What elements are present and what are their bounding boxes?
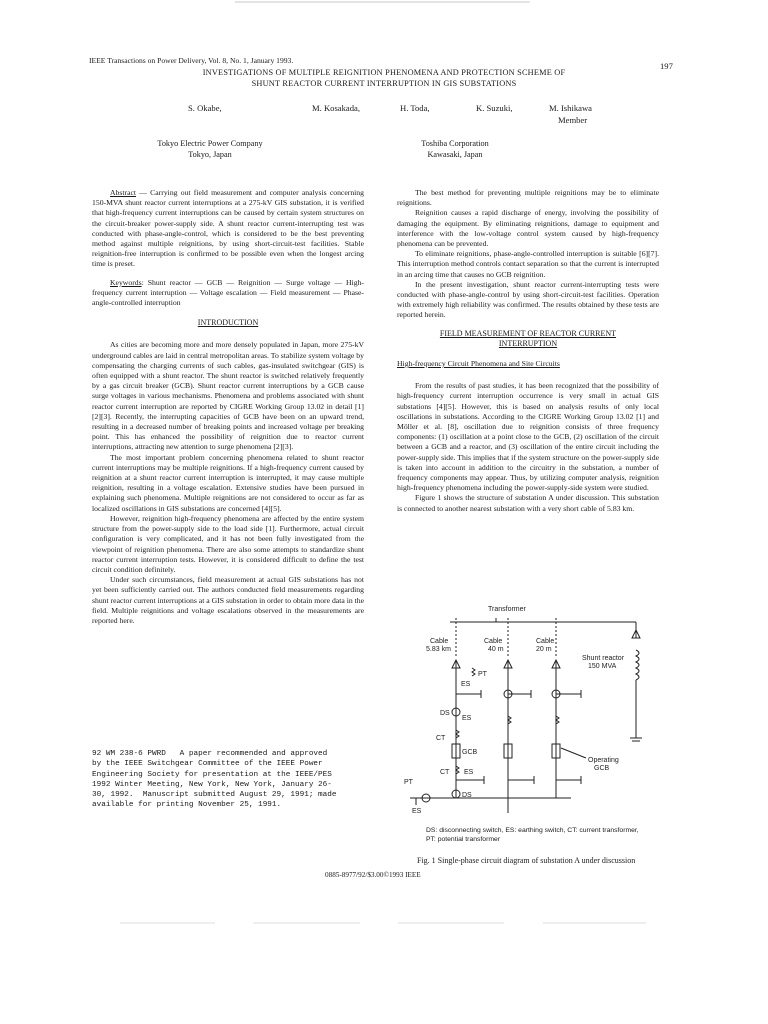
label-gcb: GCB (462, 749, 478, 756)
keywords (92, 278, 364, 309)
circuit-diagram (396, 598, 668, 844)
author-suzuki: K. Suzuki, (476, 103, 513, 113)
footnote: 92 WM 238-6 PWRD A paper recommended and approved by the IEEE Switchgear Committee of the IEEE Power Engineering Society for presentation at the IEEE/PES 1992 Winter Meeting, New York, New York, January 26- 30, 1992. Manuscript submitted August 29, 1991; made available for printing November 25, 1991. (92, 750, 337, 810)
label-cable-2-length: 40 m (488, 646, 504, 653)
bottom-rules (0, 918, 768, 928)
label-cable-3: Cable (536, 638, 555, 645)
top-border (0, 0, 768, 14)
right-paragraph-3: To eliminate reignitions, phase-angle-controlled interruption is suitable [6][7]. This interruption method controls contact separation so that the current is interrupted in an arcing time that causes no GCB reignition. (397, 249, 659, 279)
affiliation-right (380, 138, 530, 160)
right-paragraph-5: From the results of past studies, it has been recognized that the possibility of high-frequency current interruption occurrence is very small in actual GIS substations [4][5]. However, this is based on analysis results of only local oscillations in substations. According to the CIGRE Working Group 13.02 [1] and Möller et al. [8], oscillation due to reignition consists of three frequency components: (1) oscillation at a point close to the GCB, (2) oscillation of the circuit between a GCB and a reactor, and (3) oscillation of the entire circuit including the power-supply side. This implies that if the system structure on the power-supply side is taken into account in addition to the circuitry in the substation, a number of frequency components may appear. Thus, by utilizing computer analysis, reignition high-frequency phenomena including the power-supply-side system were studied. (397, 381, 659, 493)
section-introduction: INTRODUCTION (197, 318, 259, 328)
label-cable-2: Cable (484, 638, 503, 645)
label-ct: CT (436, 735, 446, 742)
label-transformer: Transformer (488, 606, 526, 613)
label-es-lower: ES (464, 769, 474, 776)
label-es-mid: ES (462, 715, 472, 722)
author-toda: H. Toda, (400, 103, 430, 113)
keywords-label: Keywords (110, 277, 142, 287)
journal-header: IEEE Transactions on Power Delivery, Vol. 8, No. 1, January 1993. (89, 56, 294, 65)
label-pt-top: PT (478, 671, 487, 678)
abstract (92, 188, 364, 270)
reactor-coil-icon (636, 650, 639, 680)
title-line-2: SHUNT REACTOR CURRENT INTERRUPTION IN GIS SUBSTATIONS (251, 79, 517, 88)
label-ds: DS (440, 710, 450, 717)
right-paragraph-1: The best method for preventing multiple reignitions may be to eliminate reignitions. (397, 188, 659, 208)
section-field-measurement-line-2: INTERRUPTION (498, 338, 558, 348)
legend-line-2: PT: potential transformer (426, 836, 501, 843)
label-cable-1-length: 5.83 km (426, 646, 451, 653)
copyright-line: 0885-8977/92/$3.00©1993 IEEE (325, 871, 421, 879)
intro-paragraph-1: As cities are becoming more and more densely populated in Japan, more 275-kV underground cables are laid in central metropolitan areas. To stabilize system voltage by compensating the charging currents of such cables, gas-insulated switchgear (GIS) is often equipped with a shunt reactor. The shunt reactor is switched relatively frequently by a gas circuit breaker (GCB). Shunt reactor current interruptions by a GCB cause surge voltages in various mechanisms. Phenomena and problems associated with shunt reactor current interruption are reported by CIGRE Working Group 13.02 in detail [1][2][3]. Recently, the interrupting capacities of GCB have been on an upward trend, resulting in a decreased number of breaking points and increased voltage per breaking point. This has enhanced the possibility of reignition due to reactor current interruptions, attracting new attention to surge phenomena [2][3]. (92, 340, 364, 452)
label-operating: Operating (588, 757, 619, 764)
right-paragraph-6: Figure 1 shows the structure of substation A under discussion. This substation is connected to another nearest substation with a very short cable of 5.83 km. (397, 493, 659, 513)
label-cable-1: Cable (430, 638, 449, 645)
label-ct-lower: CT (440, 769, 450, 776)
page-number: 197 (660, 61, 673, 71)
figure-caption: Fig. 1 Single-phase circuit diagram of substation A under discussion (417, 856, 636, 865)
affiliation-right-city: Kawasaki, Japan (427, 150, 483, 159)
label-shunt-reactor: Shunt reactor (582, 655, 625, 662)
abstract-text: — Carrying out field measurement and computer analysis concerning 150-MVA shunt reactor current interruptions at a 275-kV GIS substation, it is verified that high-frequency current interruptions can be caused by certain system structures on the circuit-breaker power-supply side. A shunt reactor current-interrupting test was conducted with phase-angle-control, which is considered to be the best preventing method against multiple reignitions, by using short-circuit-test facilities. Stable reignition-free interruption is confirmed to be possible even when the longest arcing time is preset. (92, 188, 364, 269)
label-cable-3-length: 20 m (536, 646, 552, 653)
label-es-top: ES (461, 681, 471, 688)
pt-icon (472, 668, 475, 676)
subsection-heading: High-frequency Circuit Phenomena and Site Circuits (397, 359, 560, 369)
right-paragraph-2: Reignition causes a rapid discharge of energy, involving the possibility of damaging the equipment. By eliminating reignitions, damage to equipment and interference with the low-voltage control system caused by high-frequency phenomena can be prevented. (397, 208, 659, 249)
author-role: Member (558, 115, 588, 125)
affiliation-right-org: Toshiba Corporation (421, 139, 489, 148)
right-column-top (397, 188, 659, 514)
intro-paragraph-2: The most important problem concerning phenomena related to shunt reactor current interruptions may be multiple reignitions. If a high-frequency current caused by reignition at a shunt reactor current interruption is interrupted, it may cause multiple reignition, resulting in a voltage escalation. Extensive studies have been pursued in explaining such phenomena. Multiple reignitions are not considered to occur as far as localized oscillations in GIS substations are concerned [4][5]. (92, 452, 364, 513)
legend-line-1: DS: disconnecting switch, ES: earthing switch, CT: current transformer, (426, 827, 639, 834)
keywords-text: : Shunt reactor — GCB — Reignition — Surge voltage — High-frequency current interruption — Voltage escalation — Field measurement — Phase-angle-controlled interruption (92, 277, 364, 308)
label-pt-bottom: PT (404, 779, 413, 786)
author-ishikawa: M. Ishikawa (549, 103, 592, 113)
label-es-bottom: ES (412, 808, 422, 815)
right-paragraph-4: In the present investigation, shunt reactor current-interrupting tests were conducted with phase-angle-control by using short-circuit-test facilities. Operation with extremely high reliability was confirmed. The results obtained by these tests are reported herein. (397, 279, 659, 320)
section-field-measurement-line-1: FIELD MEASUREMENT OF REACTOR CURRENT (439, 328, 617, 338)
affiliation-left-city: Tokyo, Japan (188, 150, 232, 159)
author-kosakada: M. Kosakada, (312, 103, 360, 113)
label-shunt-rating: 150 MVA (588, 663, 617, 670)
label-operating-gcb: GCB (594, 765, 610, 772)
figure-legend (426, 826, 656, 844)
intro-paragraph-4: Under such circumstances, field measurement at actual GIS substations has not yet been sufficiently carried out. The authors conducted field measurements regarding shunt reactor current interruptions at a GIS substation in order to obtain more data in the field. Multiple reignitions and voltage escalations observed in the measurements are reported here. (92, 575, 364, 625)
abstract-label: Abstract (110, 188, 137, 197)
intro-paragraph-3: However, reignition high-frequency phenomena are affected by the entire system structure from the power-supply side to the load side [1]. Furthermore, actual circuit configuration is very complicated, and it has not been fully investigated from the viewpoint of reignition phenomena. There are also some attempts to standardize shunt reactor current interruption tests. However, it is considered difficult to define the test circuit condition definitely. (92, 513, 364, 574)
label-ds-bottom: DS (462, 792, 472, 799)
affiliation-left-org: Tokyo Electric Power Company (157, 139, 263, 148)
left-column (92, 188, 364, 626)
author-okabe: S. Okabe, (188, 103, 222, 113)
title-line-1: INVESTIGATIONS OF MULTIPLE REIGNITION PHENOMENA AND PROTECTION SCHEME OF (202, 68, 566, 77)
affiliation-left (130, 138, 290, 160)
